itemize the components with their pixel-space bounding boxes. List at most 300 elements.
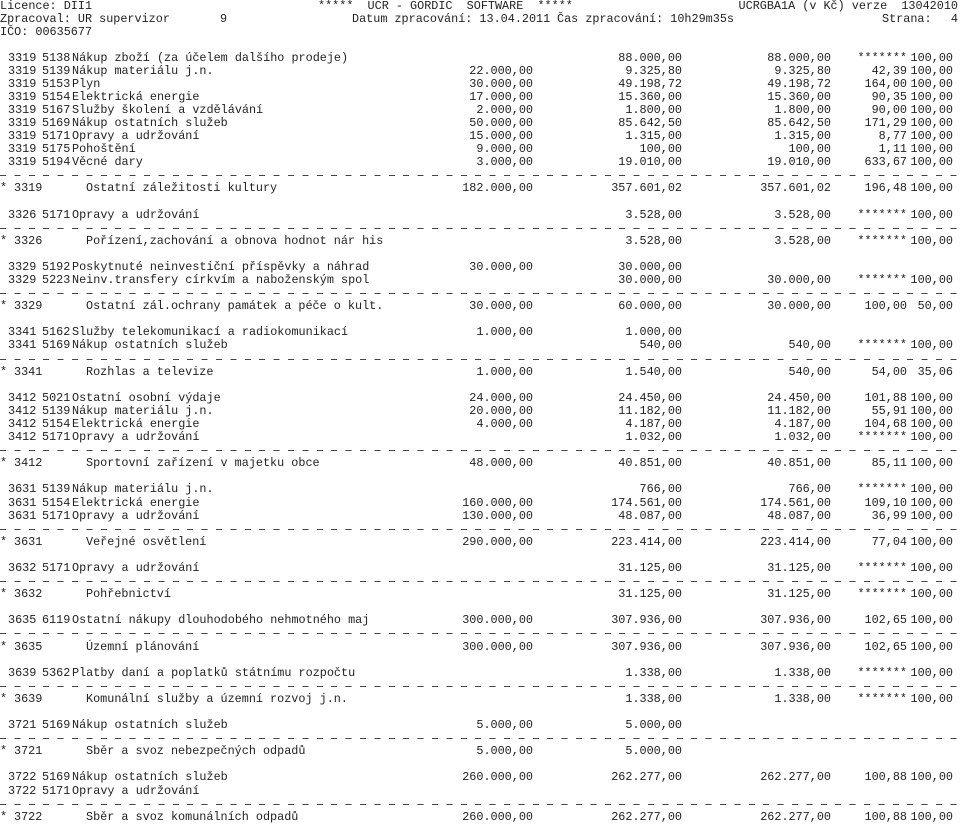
percent-of-budget: ******* xyxy=(857,587,907,602)
amount: 11.182,00 xyxy=(767,403,831,418)
budget: 50.000,00 xyxy=(469,115,533,130)
paragraph-code: 3635 xyxy=(8,613,37,628)
budget: 3.000,00 xyxy=(476,155,533,170)
budget: 260.000,00 xyxy=(462,809,533,824)
adjusted-budget: 1.315,00 xyxy=(625,129,682,144)
item-name: Opravy a udržování xyxy=(72,129,200,144)
report-id: UCRGBA1A (v Kč) verze 13042010 xyxy=(738,0,958,13)
percent-of-adjusted: 100,00 xyxy=(910,508,953,523)
paragraph-code: 3319 xyxy=(8,89,37,104)
percent-of-adjusted: 100,00 xyxy=(910,102,953,117)
paragraph-code: 3632 xyxy=(8,561,37,575)
amount: 357.601,02 xyxy=(760,181,831,196)
paragraph-code: 3326 xyxy=(14,233,43,248)
paragraph-code: 3341 xyxy=(14,364,43,379)
percent-of-adjusted: 100,00 xyxy=(910,495,953,510)
amount: 88.000,00 xyxy=(767,50,831,65)
amount: 307.936,00 xyxy=(760,639,831,654)
amount: 766,00 xyxy=(788,482,831,497)
percent-of-budget: 36,99 xyxy=(871,508,907,523)
paragraph-code: 3319 xyxy=(8,115,37,130)
amount: 31.125,00 xyxy=(767,561,831,575)
dashed-rule xyxy=(0,359,960,360)
paragraph-code: 3639 xyxy=(14,691,43,706)
subtotal-marker: * xyxy=(0,456,8,471)
percent-of-adjusted: 35,06 xyxy=(917,364,953,379)
paragraph-code: 3722 xyxy=(8,770,37,785)
percent-of-budget: 102,65 xyxy=(864,639,907,654)
table-row xyxy=(0,392,960,405)
adjusted-budget: 5.000,00 xyxy=(625,718,682,733)
percent-of-budget: 100,88 xyxy=(864,770,907,785)
page-number: 4 xyxy=(950,12,958,26)
item-code: 5139 xyxy=(42,403,71,418)
item-name: Platby daní a poplatků státnímu rozpočtu xyxy=(72,665,356,680)
percent-of-adjusted: 100,00 xyxy=(910,482,953,497)
percent-of-budget: ******* xyxy=(857,338,907,353)
paragraph-name: Pořízení,zachování a obnova hodnot nár his xyxy=(86,233,384,248)
subtotal-row xyxy=(0,235,960,248)
percent-of-budget: 100,88 xyxy=(864,809,907,824)
subtotal-row xyxy=(0,588,960,601)
separator-line xyxy=(0,798,960,811)
percent-of-adjusted: 100,00 xyxy=(910,665,953,680)
paragraph-name: Veřejné osvětlení xyxy=(86,534,207,549)
item-name: Nákup ostatních služeb xyxy=(72,718,228,733)
amount: 1.338,00 xyxy=(774,691,831,706)
amount: 307.936,00 xyxy=(760,613,831,628)
amount: 1.800,00 xyxy=(774,102,831,117)
table-row xyxy=(0,274,960,287)
item-name: Nákup materiálu j.n. xyxy=(72,403,214,418)
item-code: 5171 xyxy=(42,430,71,445)
item-name: Nákup materiálu j.n. xyxy=(72,482,214,497)
table-row xyxy=(0,52,960,65)
amount: 1.032,00 xyxy=(774,430,831,445)
software-banner: ***** UCR - GORDIC SOFTWARE ***** xyxy=(318,0,573,13)
table-row xyxy=(0,431,960,444)
separator-line xyxy=(0,523,960,536)
percent-of-adjusted: 100,00 xyxy=(910,155,953,170)
amount: 3.528,00 xyxy=(774,233,831,248)
percent-of-adjusted: 100,00 xyxy=(910,89,953,104)
adjusted-budget: 262.277,00 xyxy=(611,809,682,824)
subtotal-row xyxy=(0,457,960,470)
item-code: 5162 xyxy=(42,325,71,340)
subtotal-marker: * xyxy=(0,534,8,549)
table-row xyxy=(0,667,960,680)
paragraph-code: 3632 xyxy=(14,587,43,602)
percent-of-adjusted: 100,00 xyxy=(910,390,953,405)
percent-of-adjusted: 100,00 xyxy=(910,233,953,248)
percent-of-budget: 171,29 xyxy=(864,115,907,130)
subtotal-marker: * xyxy=(0,809,8,824)
adjusted-budget: 1.540,00 xyxy=(625,364,682,379)
amount: 1.315,00 xyxy=(774,129,831,144)
percent-of-budget: 42,39 xyxy=(871,63,907,78)
item-code: 5362 xyxy=(42,665,71,680)
budget: 30.000,00 xyxy=(469,76,533,91)
budget: 260.000,00 xyxy=(462,770,533,785)
amount: 40.851,00 xyxy=(767,456,831,471)
percent-of-budget: ******* xyxy=(857,233,907,248)
paragraph-code: 3319 xyxy=(14,181,43,196)
item-code: 5171 xyxy=(42,561,71,575)
percent-of-adjusted: 100,00 xyxy=(910,338,953,353)
paragraph-code: 3341 xyxy=(8,325,37,340)
percent-of-budget: ******* xyxy=(857,665,907,680)
table-row xyxy=(0,483,960,496)
paragraph-code: 3319 xyxy=(8,50,37,65)
item-name: Opravy a udržování xyxy=(72,508,200,523)
blank-line xyxy=(0,654,960,667)
item-name: Plyn xyxy=(72,76,101,91)
processing-time: Čas zpracování: 10h29m35s xyxy=(557,12,734,26)
item-name: Opravy a udržování xyxy=(72,207,200,222)
budget: 15.000,00 xyxy=(469,129,533,144)
paragraph-code: 3329 xyxy=(8,259,37,274)
percent-of-adjusted: 100,00 xyxy=(910,430,953,445)
adjusted-budget: 1.000,00 xyxy=(625,325,682,340)
separator-line xyxy=(0,627,960,640)
adjusted-budget: 1.800,00 xyxy=(625,102,682,117)
processing-date: Datum zpracování: 13.04.2011 xyxy=(352,12,551,26)
dashed-rule xyxy=(0,175,960,176)
licence: Licence: DII1 xyxy=(0,0,93,13)
adjusted-budget: 307.936,00 xyxy=(611,639,682,654)
adjusted-budget: 31.125,00 xyxy=(618,561,682,575)
percent-of-adjusted: 100,00 xyxy=(910,587,953,602)
table-row xyxy=(0,562,960,575)
adjusted-budget: 100,00 xyxy=(639,142,682,157)
percent-of-adjusted: 100,00 xyxy=(910,181,953,196)
item-code: 5169 xyxy=(42,770,71,785)
adjusted-budget: 40.851,00 xyxy=(618,456,682,471)
percent-of-budget: 90,35 xyxy=(871,89,907,104)
percent-of-budget: 101,88 xyxy=(864,390,907,405)
item-name: Nákup ostatních služeb xyxy=(72,115,228,130)
adjusted-budget: 1.338,00 xyxy=(625,691,682,706)
adjusted-budget: 85.642,50 xyxy=(618,115,682,130)
budget: 9.000,00 xyxy=(476,142,533,157)
percent-of-budget: 85,11 xyxy=(871,456,907,471)
adjusted-budget: 15.360,00 xyxy=(618,89,682,104)
subtotal-row xyxy=(0,745,960,758)
percent-of-adjusted: 100,00 xyxy=(910,76,953,91)
paragraph-code: 3721 xyxy=(14,744,43,759)
item-code: 5223 xyxy=(42,273,71,288)
item-name: Ostatní osobní výdaje xyxy=(72,390,221,405)
budget: 290.000,00 xyxy=(462,534,533,549)
paragraph-name: Sběr a svoz komunálních odpadů xyxy=(86,809,299,824)
adjusted-budget: 223.414,00 xyxy=(611,534,682,549)
dashed-rule xyxy=(0,633,960,634)
paragraph-name: Pohřebnictví xyxy=(86,587,171,602)
percent-of-budget: 100,00 xyxy=(864,299,907,314)
table-row xyxy=(0,156,960,169)
item-name: Poskytnuté neinvestiční příspěvky a náhrad xyxy=(72,259,370,274)
adjusted-budget: 540,00 xyxy=(639,338,682,353)
adjusted-budget: 60.000,00 xyxy=(618,299,682,314)
subtotal-marker: * xyxy=(0,364,8,379)
table-row xyxy=(0,91,960,104)
item-name: Opravy a udržování xyxy=(72,783,200,798)
item-name: Služby telekomunikací a radiokomunikací xyxy=(72,325,349,340)
budget: 182.000,00 xyxy=(462,181,533,196)
subtotal-marker: * xyxy=(0,744,8,759)
item-code: 5154 xyxy=(42,89,71,104)
percent-of-adjusted: 100,00 xyxy=(910,639,953,654)
paragraph-code: 3319 xyxy=(8,155,37,170)
subtotal-marker: * xyxy=(0,181,8,196)
percent-of-budget: 90,00 xyxy=(871,102,907,117)
percent-of-adjusted: 100,00 xyxy=(910,613,953,628)
amount: 9.325,80 xyxy=(774,63,831,78)
budget: 24.000,00 xyxy=(469,390,533,405)
budget: 300.000,00 xyxy=(462,639,533,654)
paragraph-code: 3635 xyxy=(14,639,43,654)
adjusted-budget: 307.936,00 xyxy=(611,613,682,628)
subtotal-marker: * xyxy=(0,233,8,248)
table-row xyxy=(0,497,960,510)
paragraph-name: Komunální služby a územní rozvoj j.n. xyxy=(86,691,348,706)
paragraph-code: 3631 xyxy=(8,508,37,523)
subtotal-row xyxy=(0,536,960,549)
adjusted-budget: 48.087,00 xyxy=(618,508,682,523)
dashed-rule xyxy=(0,738,960,739)
dashed-rule xyxy=(0,450,960,451)
table-row xyxy=(0,339,960,352)
percent-of-adjusted: 100,00 xyxy=(910,809,953,824)
percent-of-budget: 104,68 xyxy=(864,417,907,432)
item-code: 5169 xyxy=(42,718,71,733)
percent-of-budget: ******* xyxy=(857,430,907,445)
item-name: Věcné dary xyxy=(72,155,143,170)
dashed-rule xyxy=(0,581,960,582)
adjusted-budget: 357.601,02 xyxy=(611,181,682,196)
item-code: 5139 xyxy=(42,482,71,497)
percent-of-budget: ******* xyxy=(857,207,907,222)
adjusted-budget: 49.198,72 xyxy=(618,76,682,91)
adjusted-budget: 3.528,00 xyxy=(625,233,682,248)
amount: 100,00 xyxy=(788,142,831,157)
percent-of-budget: 164,00 xyxy=(864,76,907,91)
amount: 24.450,00 xyxy=(767,390,831,405)
separator-line xyxy=(0,353,960,366)
dashed-rule xyxy=(0,293,960,294)
subtotal-marker: * xyxy=(0,587,8,602)
percent-of-adjusted: 100,00 xyxy=(910,63,953,78)
budget: 300.000,00 xyxy=(462,613,533,628)
table-row xyxy=(0,719,960,732)
paragraph-name: Ostatní zál.ochrany památek a péče o kult. xyxy=(86,299,384,314)
item-code: 5175 xyxy=(42,142,71,157)
percent-of-budget: 196,48 xyxy=(864,181,907,196)
amount: 223.414,00 xyxy=(760,534,831,549)
subtotal-row xyxy=(0,811,960,824)
percent-of-adjusted: 100,00 xyxy=(910,691,953,706)
amount: 48.087,00 xyxy=(767,508,831,523)
table-row xyxy=(0,771,960,784)
subtotal-row xyxy=(0,300,960,313)
percent-of-budget: ******* xyxy=(857,482,907,497)
budget: 1.000,00 xyxy=(476,325,533,340)
paragraph-code: 3319 xyxy=(8,129,37,144)
item-name: Opravy a udržování xyxy=(72,561,200,575)
item-name: Elektrická energie xyxy=(72,89,200,104)
subtotal-row xyxy=(0,182,960,195)
adjusted-budget: 1.032,00 xyxy=(625,430,682,445)
table-row xyxy=(0,510,960,523)
item-code: 6119 xyxy=(42,613,71,628)
paragraph-code: 3631 xyxy=(8,482,37,497)
budget: 17.000,00 xyxy=(469,89,533,104)
paragraph-name: Ostatní záležitosti kultury xyxy=(86,181,278,196)
item-name: Nákup ostatních služeb xyxy=(72,338,228,353)
paragraph-code: 3412 xyxy=(8,390,37,405)
item-code: 5154 xyxy=(42,417,71,432)
percent-of-adjusted: 100,00 xyxy=(910,50,953,65)
subtotal-marker: * xyxy=(0,639,8,654)
blank-line xyxy=(0,248,960,261)
item-code: 5169 xyxy=(42,338,71,353)
percent-of-budget: 55,91 xyxy=(871,403,907,418)
paragraph-code: 3639 xyxy=(8,665,37,680)
paragraph-code: 3319 xyxy=(8,63,37,78)
percent-of-adjusted: 100,00 xyxy=(910,770,953,785)
item-code: 5171 xyxy=(42,508,71,523)
percent-of-adjusted: 100,00 xyxy=(910,142,953,157)
amount: 49.198,72 xyxy=(767,76,831,91)
percent-of-adjusted: 100,00 xyxy=(910,534,953,549)
adjusted-budget: 5.000,00 xyxy=(625,744,682,759)
amount: 540,00 xyxy=(788,364,831,379)
budget: 4.000,00 xyxy=(476,417,533,432)
item-code: 5171 xyxy=(42,783,71,798)
budget: 5.000,00 xyxy=(476,718,533,733)
amount: 31.125,00 xyxy=(767,587,831,602)
budget: 160.000,00 xyxy=(462,495,533,510)
paragraph-code: 3722 xyxy=(8,783,37,798)
percent-of-adjusted: 100,00 xyxy=(910,115,953,130)
paragraph-code: 3319 xyxy=(8,142,37,157)
adjusted-budget: 24.450,00 xyxy=(618,390,682,405)
percent-of-adjusted: 100,00 xyxy=(910,403,953,418)
item-code: 5171 xyxy=(42,207,71,222)
budget: 5.000,00 xyxy=(476,744,533,759)
table-row xyxy=(0,104,960,117)
percent-of-budget: 102,65 xyxy=(864,613,907,628)
item-code: 5171 xyxy=(42,129,71,144)
adjusted-budget: 262.277,00 xyxy=(611,770,682,785)
paragraph-code: 3319 xyxy=(8,76,37,91)
paragraph-code: 3329 xyxy=(8,273,37,288)
percent-of-adjusted: 50,00 xyxy=(917,299,953,314)
table-row xyxy=(0,209,960,222)
percent-of-budget: ******* xyxy=(857,50,907,65)
adjusted-budget: 30.000,00 xyxy=(618,273,682,288)
percent-of-adjusted: 100,00 xyxy=(910,561,953,575)
separator-line xyxy=(0,222,960,235)
paragraph-code: 3721 xyxy=(8,718,37,733)
percent-of-adjusted: 100,00 xyxy=(910,273,953,288)
item-code: 5021 xyxy=(42,390,71,405)
paragraph-code: 3631 xyxy=(14,534,43,549)
item-name: Nákup zboží (za účelem dalšího prodeje) xyxy=(72,50,349,65)
paragraph-code: 3412 xyxy=(8,430,37,445)
item-code: 5167 xyxy=(42,102,71,117)
item-name: Elektrická energie xyxy=(72,417,200,432)
dashed-rule xyxy=(0,804,960,805)
ico: IČO: 00635677 xyxy=(0,25,93,39)
budget: 1.000,00 xyxy=(476,364,533,379)
percent-of-budget: 8,77 xyxy=(878,129,907,144)
adjusted-budget: 766,00 xyxy=(639,482,682,497)
page-label: Strana: xyxy=(882,12,932,26)
adjusted-budget: 19.010,00 xyxy=(618,155,682,170)
budget: 30.000,00 xyxy=(469,259,533,274)
amount: 174.561,00 xyxy=(760,495,831,510)
percent-of-budget: ******* xyxy=(857,691,907,706)
amount: 15.360,00 xyxy=(767,89,831,104)
amount: 30.000,00 xyxy=(767,299,831,314)
budget: 22.000,00 xyxy=(469,63,533,78)
separator-line xyxy=(0,680,960,693)
paragraph-code: 3341 xyxy=(8,338,37,353)
subtotal-row xyxy=(0,693,960,706)
adjusted-budget: 88.000,00 xyxy=(618,50,682,65)
percent-of-adjusted: 100,00 xyxy=(910,129,953,144)
percent-of-budget: ******* xyxy=(857,273,907,288)
amount: 85.642,50 xyxy=(767,115,831,130)
paragraph-code: 3329 xyxy=(14,299,43,314)
amount: 19.010,00 xyxy=(767,155,831,170)
adjusted-budget: 9.325,80 xyxy=(625,63,682,78)
amount: 4.187,00 xyxy=(774,417,831,432)
percent-of-budget: 77,04 xyxy=(871,534,907,549)
percent-of-budget: ******* xyxy=(857,561,907,575)
paragraph-code: 3631 xyxy=(8,495,37,510)
adjusted-budget: 30.000,00 xyxy=(618,259,682,274)
budget: 30.000,00 xyxy=(469,299,533,314)
budget: 130.000,00 xyxy=(462,508,533,523)
paragraph-code: 3722 xyxy=(14,809,43,824)
percent-of-budget: 54,00 xyxy=(871,364,907,379)
dashed-rule xyxy=(0,529,960,530)
item-name: Opravy a udržování xyxy=(72,430,200,445)
table-row xyxy=(0,614,960,627)
percent-of-adjusted: 100,00 xyxy=(910,207,953,222)
subtotal-row xyxy=(0,366,960,379)
item-code: 5169 xyxy=(42,115,71,130)
blank-line xyxy=(0,195,960,208)
paragraph-code: 3412 xyxy=(8,403,37,418)
item-name: Nákup materiálu j.n. xyxy=(72,63,214,78)
table-row xyxy=(0,78,960,91)
item-name: Ostatní nákupy dlouhodobého nehmotného maj xyxy=(72,613,370,628)
item-name: Pohoštění xyxy=(72,142,136,157)
item-code: 5139 xyxy=(42,63,71,78)
percent-of-adjusted: 100,00 xyxy=(910,456,953,471)
budget: 20.000,00 xyxy=(469,403,533,418)
adjusted-budget: 3.528,00 xyxy=(625,207,682,222)
amount: 30.000,00 xyxy=(767,273,831,288)
adjusted-budget: 4.187,00 xyxy=(625,417,682,432)
processed-by-number: 9 xyxy=(220,12,228,26)
paragraph-code: 3319 xyxy=(8,102,37,117)
amount: 1.338,00 xyxy=(774,665,831,680)
dashed-rule xyxy=(0,686,960,687)
